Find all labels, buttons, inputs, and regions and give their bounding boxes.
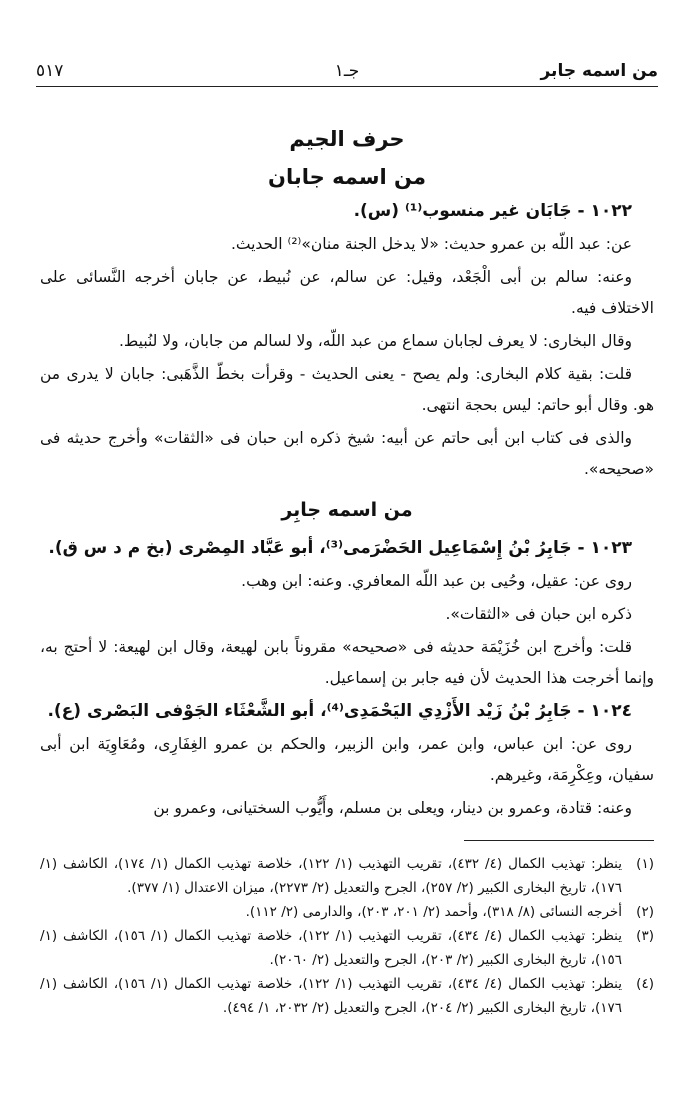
footnotes [40, 852, 654, 1020]
footnote-text: ينظر: تهذيب الكمال (٤/ ٤٣٤)، تقريب التهذيب (١/ ١٢٢)، خلاصة تهذيب الكمال (١/ ١٥٦)، الكاشف (١/ ١٧٦)، تاريخ البخارى الكبير (٢/ ٢٠٤)، الجرح والتعديل (٢/ ٢٠٣٢، ١/ ٤٩٤). [40, 976, 623, 1016]
section-title: حرف الجيم [289, 127, 405, 151]
entry-1022-line: وقال البخارى: لا يعرف لجابان سماع من عبد اللّه، ولا لسالم من جابان، ولا لنُبيط. [119, 332, 632, 350]
entry-1024-line: وعنه: قتادة، وعمرو بن دينار، ويعلى بن مسلم، وأَيُّوب السختيانى، وعمرو بن [153, 799, 632, 817]
footnote-text: أخرجه النسائى (٨/ ٣١٨)، وأحمد (٢/ ٢٠١، ٢٠٣)، والدارمى (٢/ ١١٢). [245, 904, 622, 920]
subsection-title-jabir: من اسمه جابِر [281, 499, 413, 521]
entry-1022-heading: ١٠٢٢ - جَابَان غير منسوب⁽¹⁾ (س). [353, 201, 632, 221]
volume-label: جـ١ [334, 61, 360, 81]
main-text [40, 120, 654, 826]
running-title: من اسمه جابر [540, 61, 658, 81]
footnote-number: (١) [636, 856, 654, 872]
entry-1023-line: ذكره ابن حبان فى «الثقات». [445, 605, 632, 623]
entry-1023-line: روى عن: عقيل، وحُيى بن عبد اللّه المعافري. وعنه: ابن وهب. [241, 572, 632, 590]
footnote-number: (٣) [636, 928, 654, 944]
footnote-number: (٢) [636, 904, 654, 920]
entry-1024-heading: ١٠٢٤ - جَابِرُ بْنُ زَيْد الأَزْدِي اليَحْمَدِى⁽⁴⁾، أبو الشَّعْثَاء الجَوْفى البَصْرى (ع). [47, 701, 632, 721]
footnote [40, 972, 654, 1020]
footnote-separator [464, 840, 654, 841]
entry-1023-heading: ١٠٢٣ - جَابِرُ بْنُ إِسْمَاعِيل الحَضْرَمى⁽³⁾، أبو عَبَّاد المِصْرى (بخ م د س ق). [48, 538, 632, 558]
entry-1024-line: روى عن: ابن عباس، وابن عمر، وابن الزبير، والحكم بن عمرو الغِفَارِى، ومُعَاوِيَة ابن أبى سفيان، وعِكْرِمَة، وغيرهم. [40, 735, 654, 784]
footnote [40, 852, 654, 900]
entry-1022-line: عن: عبد اللّه بن عمرو حديث: «لا يدخل الجنة منان»⁽²⁾ الحديث. [230, 235, 632, 253]
entry-1023-line: قلت: وأخرج ابن خُزَيْمَة حديثه فى «صحيحه» مقروناً بابن لهيعة، وقال ابن لهيعة: لا أحتج به، وإنما أخرجت هذا الحديث لأن فيه جابر بن إسماعيل. [40, 638, 654, 687]
page-number: ٥١٧ [36, 61, 64, 81]
entry-1022-line: وعنه: سالم بن أبى الْجَعْد، وقيل: عن سالم، عن نُبيط، عن جابان أخرجه النَّسائى على الاختلاف فيه. [40, 268, 654, 317]
page-header [36, 56, 658, 87]
entry-1022-line: قلت: بقية كلام البخارى: ولم يصح - يعنى الحديث - وقرأت بخطّ الذَّهَبى: جابان لا يدرى من هو. وقال أبو حاتم: ليس بحجة انتهى. [40, 365, 654, 414]
footnote-text: ينظر: تهذيب الكمال (٤/ ٤٣٢)، تقريب التهذيب (١/ ١٢٢)، خلاصة تهذيب الكمال (١/ ١٧٤)، الكاشف (١/ ١٧٦)، تاريخ البخارى الكبير (٢/ ٢٥٧)، الجرح والتعديل (٢/ ٢٢٧٣)، ميزان الاعتدال (١/ ٣٧٧). [40, 856, 623, 896]
footnote-number: (٤) [636, 976, 654, 992]
footnote [40, 924, 654, 972]
footnote [40, 900, 654, 924]
footnote-text: ينظر: تهذيب الكمال (٤/ ٤٣٤)، تقريب التهذيب (١/ ١٢٢)، خلاصة تهذيب الكمال (١/ ١٥٦)، الكاشف (١/ ١٥٦)، تاريخ البخارى الكبير (٢/ ٢٠٣)، الجرح والتعديل (٢/ ٢٠٦٠). [40, 928, 623, 968]
entry-1022-line: والذى فى كتاب ابن أبى حاتم عن أبيه: شيخ ذكره ابن حبان فى «الثقات» وأخرج حديثه فى «صحيحه». [40, 429, 654, 478]
subsection-title-jaban: من اسمه جابان [268, 165, 426, 189]
